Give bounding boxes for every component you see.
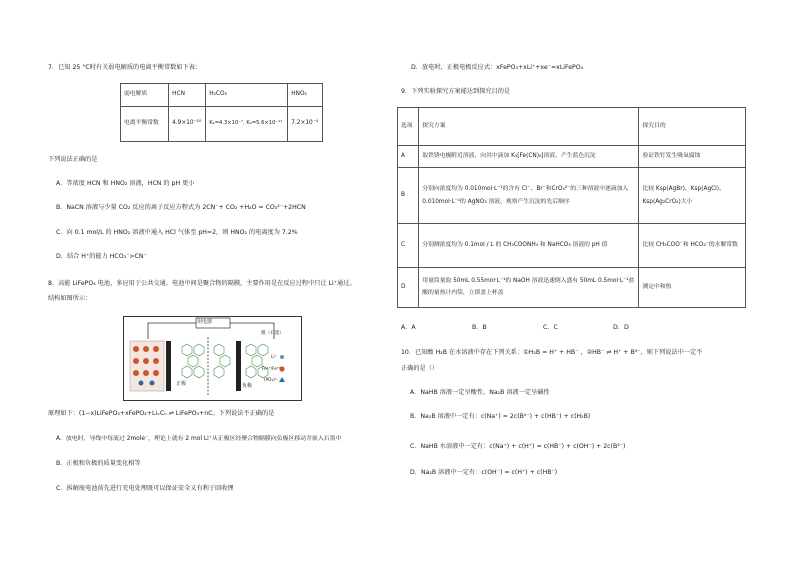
anode-plate (236, 341, 241, 391)
q10-stem-2: 正确的是（） (401, 365, 439, 372)
q7-option-c: C．向 0.1 mol/L 的 HNO₂ 溶液中通入 HCl 气体至 pH=2，则 HNO₂ 的电离度为 7.2% (56, 229, 298, 236)
q10-option-c: C．NaHB 水溶液中一定有：c(Na⁺) + c(H⁺) = c(HB⁻) + c(OH⁻) + 2c(B²⁻) (410, 443, 626, 450)
q9-row-c-goal: 比较 CH₃COO⁻和 HCO₃⁻的水解常数 (639, 224, 746, 268)
q9-row-b-plan: 分别向浓度均为 0.010mol·L⁻¹的含有 Cl⁻、Br⁻和CrO₄²⁻的三种溶液中逐滴加入 0.010mol·L⁻¹的 AgNO₃ 溶液，观察产生沉淀的先后顺序 (419, 168, 639, 224)
load-device-label: 用电器 (197, 319, 213, 325)
q7-h2co3-k: K₁=4.3×10⁻⁷, K₂=5.6×10⁻¹¹ (206, 107, 288, 142)
q7-row-label: 电离平衡常数 (121, 107, 169, 142)
q9-row-d-option: D (398, 268, 419, 308)
q9-row-a-goal: 验证铁钉发生吸氧腐蚀 (639, 146, 746, 168)
q7-table (120, 83, 323, 142)
positive-electrode-label: 正极 (176, 381, 187, 387)
legend-li-marker (280, 355, 284, 359)
legend-fe: Fe²⁺/Fe³⁺ (262, 366, 281, 371)
q9-stem: 9．下列实验探究方案能达到探究目的是 (401, 88, 511, 95)
q9-row-c-plan: 分别测浓度均为 0.1mol / L 的 CH₃COONH₄ 和 NaHCO₃ 溶液的 pH 值 (419, 224, 639, 268)
q9-row-c-option: C (398, 224, 419, 268)
q7-th-hno2: HNO₂ (288, 84, 323, 107)
q9-choice-a: A．A (401, 324, 416, 331)
q7-hno2-k: 7.2×10⁻⁴ (288, 107, 323, 142)
q8-option-a: A．放电时，导线中每流过 2mole⁻，理论上就有 2 mol Li⁺从正极区经聚合物隔膜向负极区移动并嵌入石墨中 (56, 436, 342, 442)
q10-option-b: B．Na₂B 溶液中一定有：c(Na⁺) = 2c(B²⁻) + c(HB⁻) + c(H₂B) (410, 413, 591, 420)
legend-li: Li⁺ (271, 354, 277, 359)
q8-stem-2: 结构如图所示： (48, 295, 92, 302)
q9-row-d-goal: 测定中和热 (639, 268, 746, 308)
q9-th-plan: 探究方案 (419, 108, 639, 146)
cathode-plate (166, 341, 171, 391)
q7-ask: 下列说法正确的是 (48, 156, 98, 163)
q9-th-option: 选项 (398, 108, 419, 146)
q9-row-a-option: A (398, 146, 419, 168)
q8-stem-1: 8．高能 LiFePO₄ 电池，多应用于公共交通。电池中间是聚合物的隔膜，主要作用是在反应过程中只让 Li⁺通过。 (48, 280, 356, 287)
graphite-hexagons (182, 344, 268, 378)
membrane-label: 膜（石墨） (261, 331, 284, 336)
q9-row-d-plan: 用量筒量取 50mL 0.55mol·L⁻¹的 NaOH 溶液迅速倒入盛有 50mL 0.5mol·L⁻¹盐酸的量热计内筒，立即盖上杯盖 (419, 268, 639, 308)
q9-choice-d: D．D (613, 324, 629, 331)
q8-option-c: C．拆解废电池前先进行充电处理既可以保证安全又有利于回收锂 (56, 485, 234, 492)
q9-row-a-plan: 取铁锈电极附近溶液，向其中滴加 K₃[Fe(CN)₆]溶液，产生蓝色沉淀 (419, 146, 639, 168)
q9-row-b-goal: 比较 Ksp(AgBr)、Ksp(AgCl)、Ksp(Ag₂CrO₄)大小 (639, 168, 746, 224)
q7-th-h2co3: H₂CO₃ (206, 84, 288, 107)
q7-option-a: A．等浓度 HCN 和 HNO₂ 溶液，HCN 的 pH 更小 (56, 180, 195, 187)
q10-stem-1: 10．已知酸 H₂B 在水溶液中存在下列关系：①H₂B = H⁺ + HB⁻ ，②HB⁻ ⇌ H⁺ + B²⁻，则下列说法中一定不 (401, 349, 703, 356)
negative-electrode-label: 负极 (242, 383, 253, 389)
battery-diagram (123, 316, 302, 401)
q10-option-d: D．Na₂B 溶液中一定有：c(OH⁻) = c(H⁺) + c(HB⁻) (410, 469, 558, 476)
q9-choice-c: C．C (543, 324, 558, 331)
legend-po4-marker (279, 377, 285, 382)
q9-row-b-option: B (398, 168, 419, 224)
q9-table (397, 107, 746, 308)
q7-th-electrolyte: 弱电解质 (121, 84, 169, 107)
q9-choice-b: B．B (472, 324, 487, 331)
q7-option-b: B．NaCN 溶液与少量 CO₂ 反应的离子反应方程式为 2CN⁻+ CO₂ +H₂O = CO₃²⁻+2HCN (56, 204, 306, 211)
q8-option-b: B．正极和负极的质量变化相等 (56, 460, 141, 467)
legend-po4: (PO₄)³⁻ (264, 377, 279, 382)
q7-th-hcn: HCN (169, 84, 206, 107)
q9-th-goal: 探究目的 (639, 108, 746, 146)
q7-stem: 7．已知 25 °C时有关弱电解质的电离平衡常数如下表： (48, 64, 202, 71)
q7-option-d: D．结合 H⁺的能力 HCO₃⁻>CN⁻ (56, 253, 147, 260)
q10-option-a: A．NaHB 溶液一定呈酸性，Na₂B 溶液一定呈碱性 (410, 389, 550, 396)
q8-option-d: D．放电时，正极电极反应式：xFePO₄+xLi⁺+xe⁻=xLiFePO₄ (411, 64, 584, 71)
q8-principle: 原理如下：(1−x)LiFePO₄+xFePO₄+LiₓCₙ ⇌ LiFePO₄+nC。下列说法不正确的是 (48, 410, 275, 417)
q7-hcn-k: 4.9×10⁻¹⁰ (169, 107, 206, 142)
